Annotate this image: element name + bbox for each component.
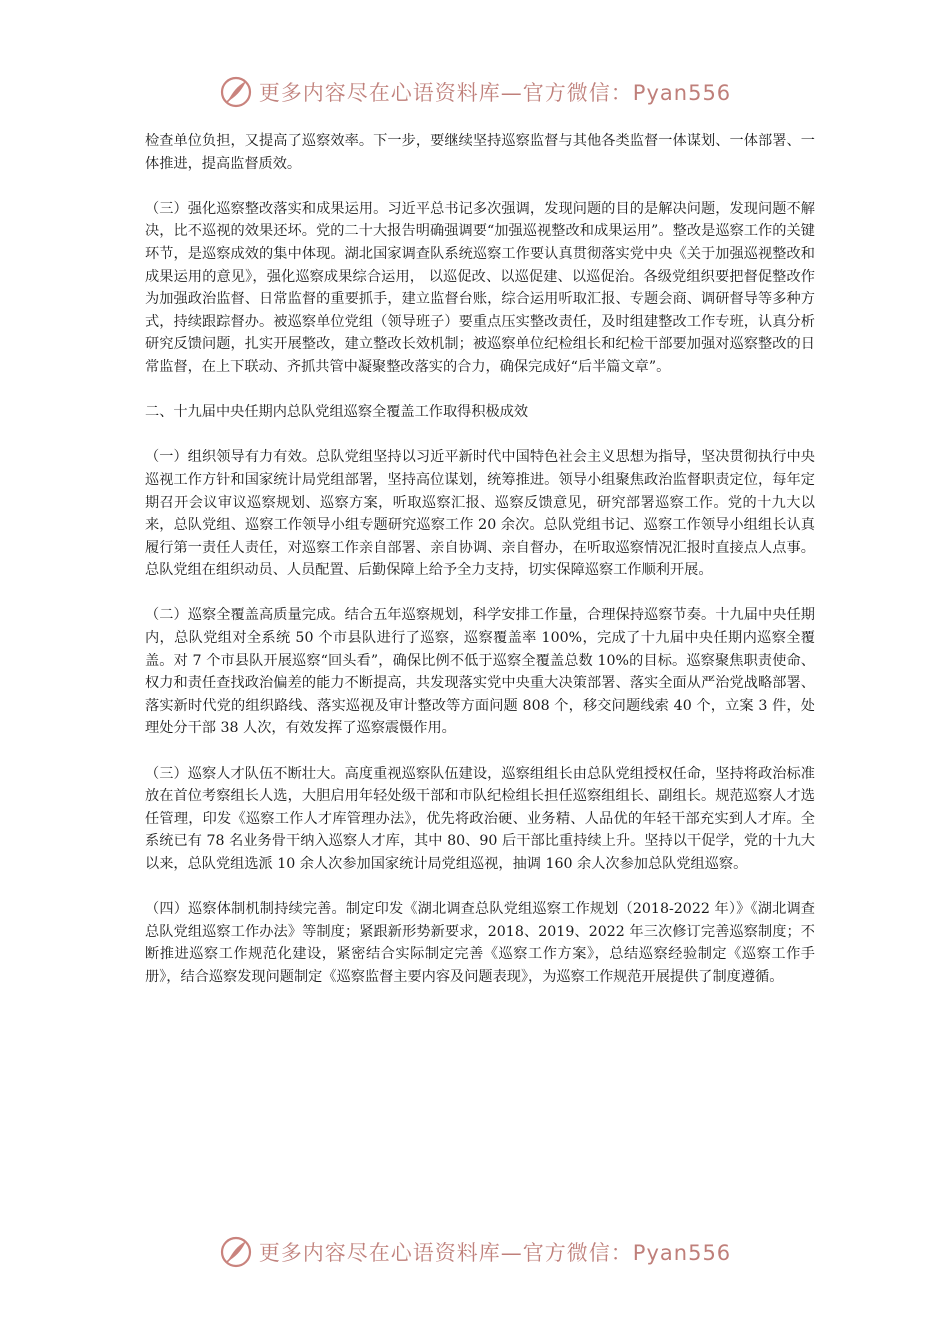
feather-logo-icon <box>219 1235 253 1269</box>
paragraph: （四）巡察体制机制持续完善。制定印发《湖北调查总队党组巡察工作规划（2018-2022 年）》《湖北调查总队党组巡察工作办法》等制度；紧跟新形势新要求，2018、2019、2022 年三次修订完善巡察制度；不断推进巡察工作规范化建设，紧密结合实际制定完善《巡察工作方案》，总结巡察经验制定《巡察工作手册》，结合巡察发现问题制定《巡察监督主要内容及问题表现》，为巡察工作规范开展提供了制度遵循。 <box>145 901 815 985</box>
watermark-text: 更多内容尽在心语资料库—官方微信：Pyan556 <box>258 81 732 105</box>
paragraph: （三）强化巡察整改落实和成果运用。习近平总书记多次强调，发现问题的目的是解决问题，发现问题不解决，比不巡视的效果还坏。党的二十大报告明确强调要“加强巡视整改和成果运用”。整改是巡察工作的关键环节，是巡察成效的集中体现。湖北国家调查队系统巡察工作要认真贯彻落实党中央《关于加强巡视整改和成果运用的意见》，强化巡察成果综合运用， 以巡促改、以巡促建、以巡促治。各级党组织要把督促整改作为加强政治监督、日常监督的重要抓手，建立监督台账，综合运用听取汇报、专题会商、调研督导等多种方式，持续跟踪督办。被巡察单位党组（领导班子）要重点压实整改责任，及时组建整改工作专班，认真分析研究反馈问题，扎实开展整改，建立整改长效机制；被巡察单位纪检组长和纪检干部要加强对巡察整改的日常监督，在上下联动、齐抓共管中凝聚整改落实的合力，确保完成好“后半篇文章”。 <box>145 200 815 375</box>
paragraph: （一）组织领导有力有效。总队党组坚持以习近平新时代中国特色社会主义思想为指导，坚决贯彻执行中央巡视工作方针和国家统计局党组部署，坚持高位谋划，统筹推进。领导小组聚焦政治监督职责定位，每年定期召开会议审议巡察规划、巡察方案，听取巡察汇报、巡察反馈意见，研究部署巡察工作。党的十九大以来，总队党组、巡察工作领导小组专题研究巡察工作 20 余次。总队党组书记、巡察工作领导小组组长认真履行第一责任人责任，对巡察工作亲自部署、亲自协调、亲自督办，在听取巡察情况汇报时直接点人点事。总队党组在组织动员、人员配置、后勤保障上给予全力支持，切实保障巡察工作顺利开展。 <box>145 449 815 579</box>
footer-watermark <box>0 1230 950 1274</box>
section-heading: 二、十九届中央任期内总队党组巡察全覆盖工作取得积极成效 <box>145 404 529 421</box>
paragraph: （二）巡察全覆盖高质量完成。结合五年巡察规划，科学安排工作量，合理保持巡察节奏。十九届中央任期内，总队党组对全系统 50 个市县队进行了巡察，巡察覆盖率 100%，完成了十九届中央任期内巡察全覆盖。对 7 个市县队开展巡察“回头看”，确保比例不低于巡察全覆盖总数 10%的目标。巡察聚焦职责使命、权力和责任查找政治偏差的能力不断提高，共发现落实党中央重大决策部署、落实全面从严治党战略部署、落实新时代党的组织路线、落实巡视及审计整改等方面问题 808 个，移交问题线索 40 个，立案 3 件，处理处分干部 38 人次，有效发挥了巡察震慑作用。 <box>145 607 815 737</box>
document-body <box>145 130 815 1011</box>
feather-logo-icon <box>219 75 253 109</box>
watermark-text: 更多内容尽在心语资料库—官方微信：Pyan556 <box>258 1241 732 1265</box>
paragraph: 检查单位负担，又提高了巡察效率。下一步，要继续坚持巡察监督与其他各类监督一体谋划、一体部署、一体推进，提高监督质效。 <box>145 133 815 172</box>
paragraph: （三）巡察人才队伍不断壮大。高度重视巡察队伍建设，巡察组组长由总队党组授权任命，坚持将政治标准放在首位考察组长人选，大胆启用年轻处级干部和市队纪检组长担任巡察组组长、副组长。规范巡察人才选任管理，印发《巡察工作人才库管理办法》，优先将政治硬、业务精、人品优的年轻干部充实到人才库。全系统已有 78 名业务骨干纳入巡察人才库，其中 80、90 后干部比重持续上升。坚持以干促学，党的十九大以来，总队党组选派 10 余人次参加国家统计局党组巡视，抽调 160 余人次参加总队党组巡察。 <box>145 765 815 872</box>
header-watermark <box>0 70 950 114</box>
